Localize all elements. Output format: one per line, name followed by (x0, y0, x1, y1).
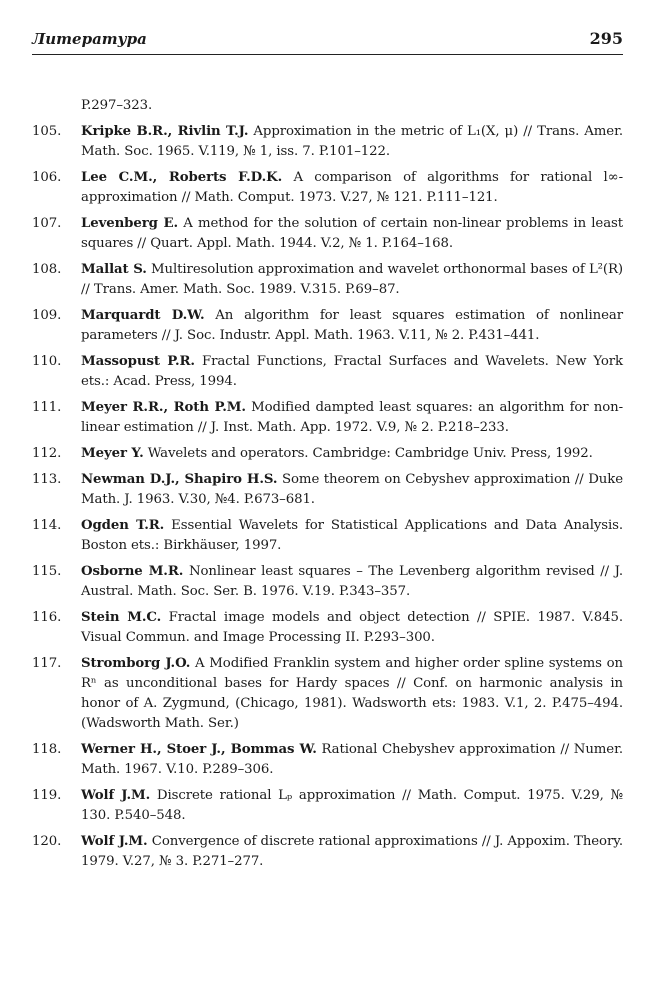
reference-author: Levenberg E. (81, 216, 179, 231)
reference-author: Stein M.C. (81, 610, 162, 625)
reference-number: 119. (32, 788, 62, 803)
reference-author: Massopust P.R. (81, 354, 195, 369)
reference-body: A Modified Franklin system and higher order spline systems on Rⁿ as unconditional bases for Hardy spaces // Conf. on harmonic analysis in honor of A. Zygmund, (Chicago, 1981). Wadsworth ets: 1983. V.1, 2. P.475–494. (Wadsworth Math. Ser.) (81, 656, 623, 731)
reference-number: 115. (32, 564, 62, 579)
reference-text (81, 306, 623, 346)
reference-body: Some theorem on Cebyshev approximation // Duke Math. J. 1963. V.30, №4. P.673–681. (81, 472, 623, 507)
reference-author: Meyer Y. (81, 446, 144, 461)
reference-author: Kripke B.R., Rivlin T.J. (81, 124, 249, 139)
reference-number: 112. (32, 446, 62, 461)
reference-number: 118. (32, 742, 62, 757)
reference-text (81, 214, 623, 254)
reference-number: 117. (32, 656, 62, 671)
reference-body: A method for the solution of certain non-linear problems in least squares // Quart. Appl. Math. 1944. V.2, № 1. P.164–168. (81, 216, 623, 251)
reference-author: Osborne M.R. (81, 564, 184, 579)
reference-author: Wolf J.M. (81, 834, 148, 849)
reference-number: 120. (32, 834, 62, 849)
reference-body: Wavelets and operators. Cambridge: Cambridge Univ. Press, 1992. (143, 446, 593, 461)
reference-continuation: P.297–323. (81, 98, 153, 113)
reference-text (81, 832, 623, 872)
reference-body: Multiresolution approximation and wavelet orthonormal bases of L²(R) // Trans. Amer. Math. Soc. 1989. V.315. P.69–87. (81, 262, 623, 297)
reference-body: An algorithm for least squares estimation of nonlinear parameters // J. Soc. Industr. Appl. Math. 1963. V.11, № 2. P.431–441. (81, 308, 623, 343)
reference-number: 105. (32, 124, 62, 139)
reference-number: 111. (32, 400, 62, 415)
reference-body: Approximation in the metric of L₁(X, μ) // Trans. Amer. Math. Soc. 1965. V.119, № 1, iss. 7. P.101–122. (81, 124, 624, 159)
reference-item (32, 832, 623, 872)
reference-body: Nonlinear least squares – The Levenberg algorithm revised // J. Austral. Math. Soc. Ser. B. 1976. V.19. P.343–357. (81, 564, 624, 599)
reference-text (81, 654, 623, 734)
reference-list (32, 96, 623, 878)
reference-number: 108. (32, 262, 62, 277)
reference-item (32, 516, 623, 556)
reference-body: Modified dampted least squares: an algorithm for non-linear estimation // J. Inst. Math. App. 1972. V.9, № 2. P.218–233. (81, 400, 623, 435)
reference-number: 113. (32, 472, 62, 487)
reference-item (32, 786, 623, 826)
reference-number: 114. (32, 518, 62, 533)
reference-author: Stromborg J.O. (81, 656, 191, 671)
reference-text (81, 260, 623, 300)
reference-item (32, 168, 623, 208)
reference-text (81, 122, 623, 162)
reference-number: 110. (32, 354, 62, 369)
reference-number: 109. (32, 308, 62, 323)
reference-body: A comparison of algorithms for rational l∞-approximation // Math. Comput. 1973. V.27, № 121. P.111–121. (81, 170, 623, 205)
reference-number: 116. (32, 610, 62, 625)
reference-author: Lee C.M., Roberts F.D.K. (81, 170, 283, 185)
reference-item (32, 214, 623, 254)
reference-text (81, 740, 623, 780)
reference-text (81, 608, 623, 648)
reference-text (81, 168, 623, 208)
reference-body: Discrete rational Lₚ approximation // Math. Comput. 1975. V.29, № 130. P.540–548. (81, 788, 623, 823)
reference-item (32, 306, 623, 346)
reference-item (32, 562, 623, 602)
reference-item (32, 654, 623, 734)
reference-text (81, 516, 623, 556)
reference-item (32, 444, 623, 464)
reference-text (81, 470, 623, 510)
reference-number: 107. (32, 216, 62, 231)
reference-text (81, 398, 623, 438)
section-title: Литература (32, 30, 147, 48)
reference-text (81, 352, 623, 392)
reference-author: Meyer R.R., Roth P.M. (81, 400, 246, 415)
reference-author: Werner H., Stoer J., Bommas W. (81, 742, 317, 757)
reference-text (81, 786, 623, 826)
reference-item (32, 352, 623, 392)
reference-item (32, 398, 623, 438)
reference-author: Wolf J.M. (81, 788, 151, 803)
reference-author: Ogden T.R. (81, 518, 165, 533)
reference-text (81, 562, 623, 602)
running-header (32, 30, 623, 55)
page-number: 295 (589, 29, 623, 48)
reference-item (32, 260, 623, 300)
reference-body: Convergence of discrete rational approximations // J. Appoxim. Theory. 1979. V.27, № 3. P.271–277. (81, 834, 623, 869)
reference-item (32, 608, 623, 648)
reference-body: Essential Wavelets for Statistical Applications and Data Analysis. Boston ets.: Birkhäuser, 1997. (81, 518, 623, 553)
reference-item (32, 740, 623, 780)
reference-number: 106. (32, 170, 62, 185)
reference-text (81, 444, 623, 464)
reference-author: Marquardt D.W. (81, 308, 205, 323)
reference-body: Fractal Functions, Fractal Surfaces and Wavelets. New York ets.: Acad. Press, 1994. (81, 354, 623, 389)
reference-body: Fractal image models and object detection // SPIE. 1987. V.845. Visual Commun. and Image Processing II. P.293–300. (81, 610, 623, 645)
reference-author: Newman D.J., Shapiro H.S. (81, 472, 278, 487)
reference-item (32, 122, 623, 162)
reference-item (32, 470, 623, 510)
reference-author: Mallat S. (81, 262, 147, 277)
reference-body: Rational Chebyshev approximation // Numer. Math. 1967. V.10. P.289–306. (81, 742, 623, 777)
